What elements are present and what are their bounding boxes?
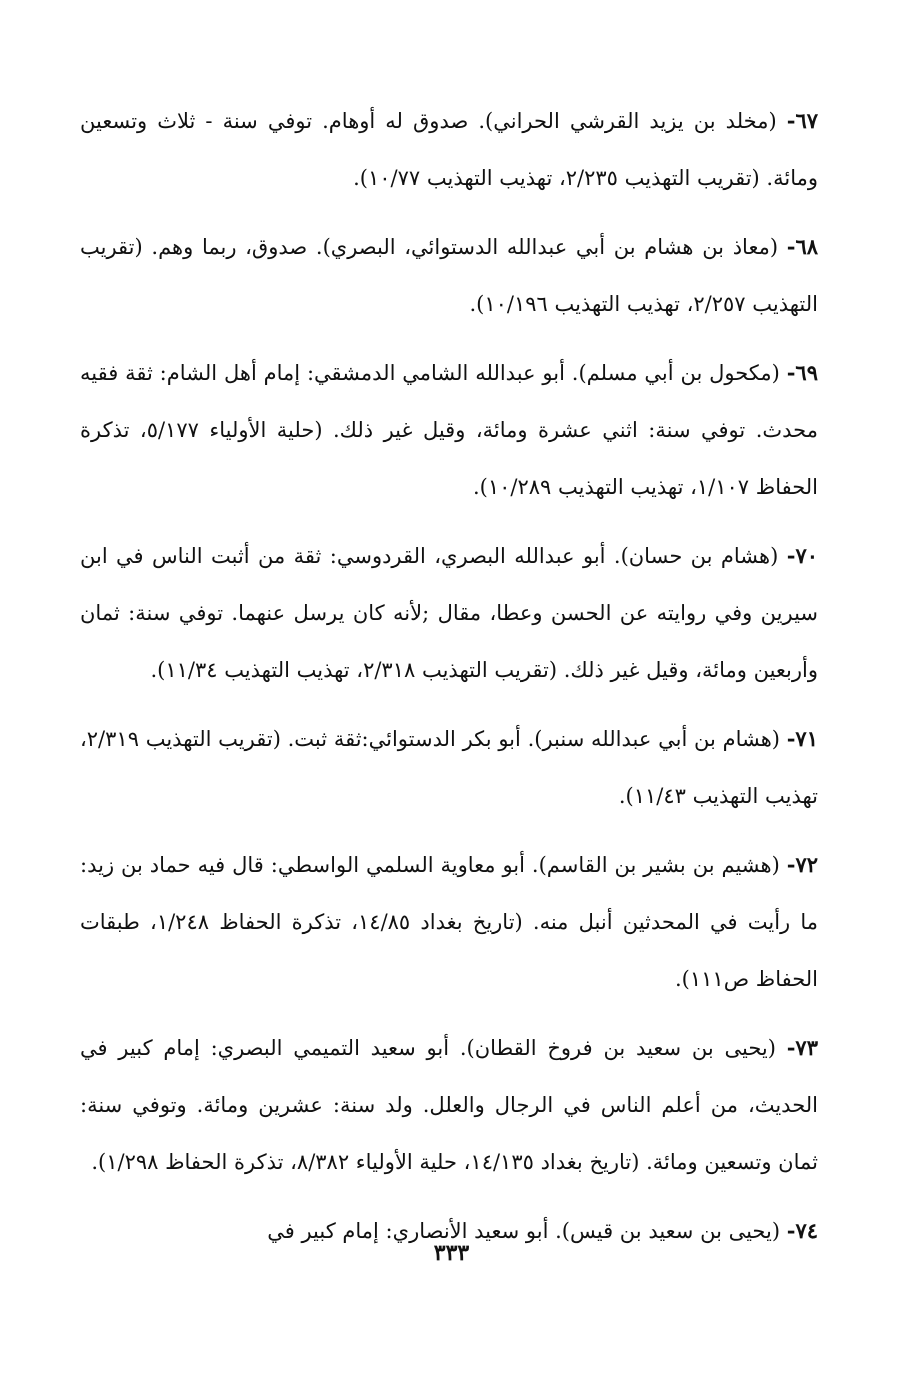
entry-text: (معاذ بن هشام بن أبي عبدالله الدستوائي، البصري). صدوق، ربما وهم. (تقريب التهذيب ٢/٢٥٧، تهذيب التهذيب ١٠/١٩٦). [80, 235, 818, 316]
entry-number: ٧٠- [786, 543, 818, 568]
entry-text: (يحيى بن سعيد بن قيس). أبو سعيد الأنصاري: إمام كبير في [267, 1219, 781, 1243]
entry-73 [80, 1019, 818, 1191]
entry-text: (هشيم بن بشير بن القاسم). أبو معاوية السلمي الواسطي: قال فيه حماد بن زيد: ما رأيت في المحدثين أنبل منه. (تاريخ بغداد ١٤/٨٥، تذكرة الحفاظ ١/٢٤٨، طبقات الحفاظ ص١١١). [80, 853, 818, 991]
page-body [80, 92, 818, 1271]
entry-text: (مكحول بن أبي مسلم). أبو عبدالله الشامي الدمشقي: إمام أهل الشام: ثقة فقيه محدث. توفي سنة: اثني عشرة ومائة، وقيل غير ذلك. (حلية الأولياء ٥/١٧٧، تذكرة الحفاظ ١/١٠٧، تهذيب التهذيب ١٠/٢٨٩). [80, 361, 818, 499]
entry-number: ٧٤- [786, 1218, 818, 1243]
page-number: ٣٣٣ [433, 1240, 470, 1266]
entry-number: ٧١- [786, 726, 818, 751]
entry-number: ٦٩- [786, 360, 818, 385]
entry-68 [80, 218, 818, 333]
entry-number: ٧٣- [786, 1035, 818, 1060]
entry-number: ٧٢- [786, 852, 818, 877]
entry-number: ٦٧- [786, 108, 818, 133]
entry-71 [80, 710, 818, 825]
entry-67 [80, 92, 818, 207]
entry-text: (مخلد بن يزيد القرشي الحراني). صدوق له أوهام. توفي سنة - ثلاث وتسعين ومائة. (تقريب التهذيب ٢/٢٣٥، تهذيب التهذيب ١٠/٧٧). [80, 109, 818, 190]
entry-70 [80, 527, 818, 699]
entry-72 [80, 836, 818, 1008]
entry-69 [80, 344, 818, 516]
entry-text: (يحيى بن سعيد بن فروخ القطان). أبو سعيد التميمي البصري: إمام كبير في الحديث، من أعلم الناس في الرجال والعلل. ولد سنة: عشرين ومائة. وتوفي سنة: ثمان وتسعين ومائة. (تاريخ بغداد ١٤/١٣٥، حلية الأولياء ٨/٣٨٢، تذكرة الحفاظ ١/٢٩٨). [80, 1036, 818, 1174]
entry-text: (هشام بن حسان). أبو عبدالله البصري، القردوسي: ثقة من أثبت الناس في ابن سيرين وفي روايته عن الحسن وعطا، مقال ;لأنه كان يرسل عنهما. توفي سنة: ثمان وأربعين ومائة، وقيل غير ذلك. (تقريب التهذيب ٢/٣١٨، تهذيب التهذيب ١١/٣٤). [80, 544, 818, 682]
entry-number: ٦٨- [786, 234, 818, 259]
entry-text: (هشام بن أبي عبدالله سنبر). أبو بكر الدستوائي:ثقة ثبت. (تقريب التهذيب ٢/٣١٩، تهذيب التهذيب ١١/٤٣). [80, 727, 818, 808]
